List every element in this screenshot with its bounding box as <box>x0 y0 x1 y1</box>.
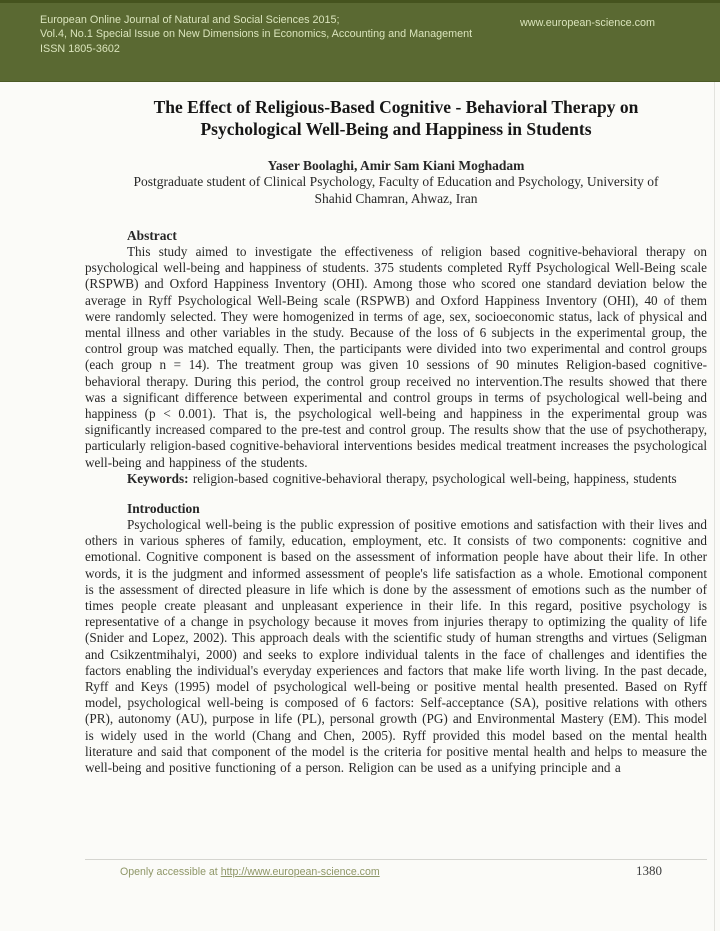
introduction-heading: Introduction <box>127 501 200 517</box>
keywords-label: Keywords: <box>127 470 189 486</box>
paper-title-line2: Psychological Well-Being and Happiness in Students <box>200 118 592 139</box>
affiliation-line2: Shahid Chamran, Ahwaz, Iran <box>314 190 478 206</box>
keywords-paragraph <box>85 471 707 487</box>
page-footer <box>85 859 707 879</box>
paper-title <box>85 97 707 140</box>
affiliation-line1: Postgraduate student of Clinical Psychology, Faculty of Education and Psychology, University of <box>133 174 659 189</box>
affiliation <box>85 174 707 207</box>
paper-title-line1: The Effect of Religious-Based Cognitive - Behavioral Therapy on <box>153 97 639 117</box>
page-scan-edge <box>714 82 715 931</box>
open-access-link[interactable]: http://www.european-science.com <box>220 866 380 878</box>
journal-info <box>40 13 472 56</box>
journal-issn: ISSN 1805-3602 <box>40 42 120 55</box>
journal-title: European Online Journal of Natural and Social Sciences 2015; <box>40 14 340 26</box>
open-access-note <box>120 866 380 878</box>
keywords-text: religion-based cognitive-behavioral therapy, psychological well-being, happiness, students <box>192 470 677 486</box>
journal-issue: Vol.4, No.1 Special Issue on New Dimensions in Economics, Accounting and Management <box>40 28 473 41</box>
open-access-prefix: Openly accessible at <box>120 866 218 878</box>
introduction-paragraph: Psychological well-being is the public expression of positive emotions and satisfaction with their lives and others in various spheres of family, education, employment, etc. It consists of two components: cognitive and emotional. Cognitive component is based on the assessment of information people have about their life. In other words, it is the judgment and informed assessment of people's life satisfaction as a whole. Emotional component is the assessment of directed pleasure in life which is done by the assessment of emotions such as the number of times people create pleasant and unpleasant experience in their life. In this regard, positive psychology is representative of a change in psychology because it moves from injuries therapy to optimizing the quality of life (Snider and Lopez, 2002). This approach deals with the scientific study of human strengths and virtues (Seligman and Csikzentmihalyi, 2000) and seeks to explore individual talents in the face of challenges and identifies the factors enabling the individual's everyday experiences and factors that make life worth living. In the past decade, Ryff and Keys (1995) model of psychological well-being or positive mental health presented. Based on Ryff model, psychological well-being is composed of 6 factors: Self-acceptance (SA), positive relations with others (PR), autonomy (AU), purpose in life (PL), personal growth (PG) and Environmental Mastery (EM). This model is widely used in the world (Chang and Chen, 2005). Ryff provided this model based on the mental health literature and said that component of the model is the criteria for positive mental health and helps to measure the well-being and positive functioning of a person. Religion can be used as a unifying principle and a <box>85 517 707 776</box>
abstract-heading: Abstract <box>127 228 177 243</box>
authors: Yaser Boolaghi, Amir Sam Kiani Moghadam <box>267 158 525 173</box>
abstract-paragraph: This study aimed to investigate the effectiveness of religion based cognitive-behavioral therapy on psychological well-being and happiness of students. 375 students completed Ryff Psychological Well-Being scale (RSPWB) and Oxford Happiness Inventory (OHI). Among those who scored one standard deviation below the average in Ryff Psychological Well-Being scale (RSPWB) and Oxford Happiness Inventory (OHI), 40 of them were randomly selected. They were homogenized in terms of age, sex, socioeconomic status, lack of physical and mental illness and other variables in the study. Because of the loss of 6 subjects in the experimental group, the control group was matched equally. Then, the participants were divided into two experimental and control groups (each group n = 14). The treatment group was given 10 sessions of 90 minutes Religion-based cognitive-behavioral therapy. During this period, the control group received no intervention.The results showed that there was a significant difference between experimental and control groups in terms of psychological well-being and happiness (p < 0.001). That is, the psychological well-being and happiness in the experimental group was significantly increased compared to the pre-test and control group. The results show that the use of psychotherapy, particularly religion-based cognitive-behavioral interventions besides medical treatment increases the psychological well-being and happiness of the students. <box>85 244 707 470</box>
page-content <box>0 82 720 931</box>
page-number: 1380 <box>636 863 662 878</box>
journal-header-band <box>0 0 720 82</box>
journal-website: www.european-science.com <box>520 17 656 29</box>
